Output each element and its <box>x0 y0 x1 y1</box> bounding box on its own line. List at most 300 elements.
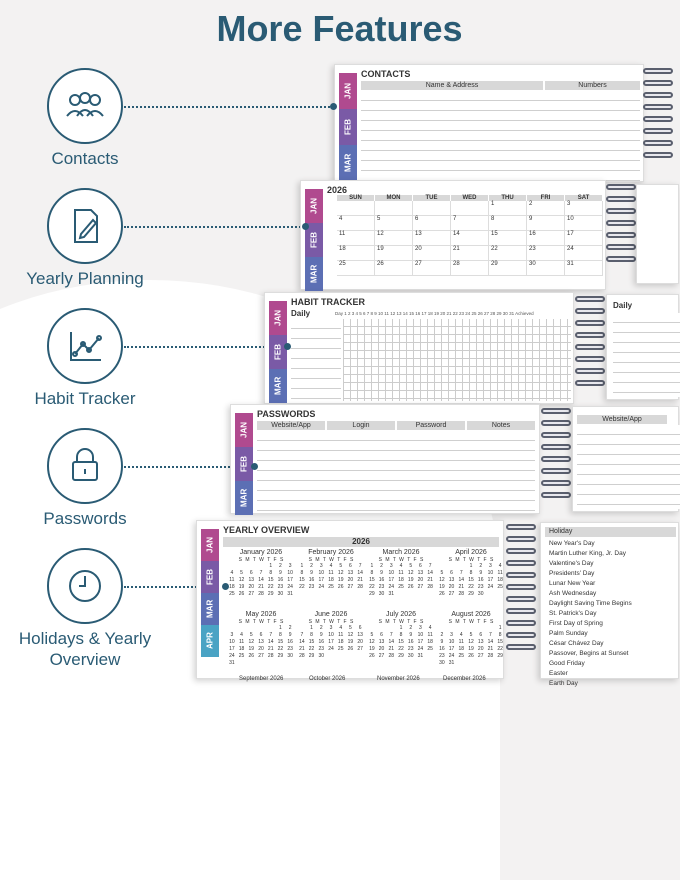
mini-month <box>227 611 295 667</box>
calendar-cell[interactable]: 31 <box>565 261 603 276</box>
connector-line <box>124 106 334 108</box>
mini-month-day: 9 <box>479 570 483 576</box>
bottom-month-oct: October 2026 <box>309 676 346 682</box>
feature-contacts <box>0 68 170 169</box>
mini-month-day: 27 <box>448 591 455 597</box>
mini-month-day: 28 <box>258 591 264 597</box>
mini-month-day: 2 <box>380 563 383 569</box>
mini-month-day: 9 <box>288 632 292 638</box>
mini-month-day: 9 <box>310 570 313 576</box>
mini-month-day: 26 <box>407 584 414 590</box>
mini-month-day: 7 <box>389 632 393 638</box>
connector-dot <box>330 103 337 110</box>
connector-line <box>124 346 284 348</box>
mini-month-day: 24 <box>318 584 325 590</box>
mini-month-day: 19 <box>369 646 375 652</box>
mini-month-day: 5 <box>440 570 444 576</box>
day-header: SAT <box>565 195 603 201</box>
mini-month-day: 27 <box>378 653 385 659</box>
mini-month-day: 3 <box>419 625 422 631</box>
mini-month-day: 11 <box>229 577 235 583</box>
calendar-cell[interactable] <box>337 201 375 216</box>
mini-month-day: 8 <box>269 570 273 576</box>
calendar-cell[interactable]: 4 <box>337 216 375 231</box>
mini-month-day: 26 <box>439 591 445 597</box>
mini-month-day <box>447 563 457 570</box>
mini-month-day: 6 <box>380 632 383 638</box>
holiday-item: Daylight Saving Time Begins <box>549 600 632 607</box>
calendar-cell[interactable]: 3 <box>565 201 603 216</box>
mini-month-name: August 2026 <box>451 611 491 618</box>
yearly-planning-page <box>300 180 606 290</box>
mini-month-day: 5 <box>409 563 413 569</box>
tab-feb[interactable]: FEB <box>235 447 253 481</box>
mini-month-day: 6 <box>419 563 422 569</box>
mini-month-day <box>437 563 447 570</box>
mini-month-day: 16 <box>318 639 325 645</box>
mini-month-day: 2 <box>479 563 483 569</box>
habit-title: HABIT TRACKER <box>291 297 365 307</box>
holiday-item: Passover, Begins at Sunset <box>549 650 629 657</box>
mini-month-day: 11 <box>427 632 433 638</box>
mini-month-day: 25 <box>427 646 433 652</box>
mini-month-day: 17 <box>328 639 334 645</box>
mini-month-name: May 2026 <box>245 611 277 618</box>
mini-month-day: 20 <box>417 577 424 583</box>
contacts-col-numbers: Numbers <box>545 81 640 90</box>
mini-month-day: 11 <box>238 639 245 645</box>
mini-month-day: 15 <box>299 577 305 583</box>
mini-month-day: 13 <box>477 639 484 645</box>
mini-month-day: 11 <box>328 570 334 576</box>
mini-month-day: 21 <box>258 584 264 590</box>
mini-month-day: 3 <box>288 563 292 569</box>
mini-month-day: 28 <box>357 584 363 590</box>
mini-month-day: 4 <box>428 625 432 631</box>
calendar-cell[interactable]: 23 <box>527 246 565 261</box>
mini-month-day: 22 <box>277 646 284 652</box>
mini-month-day: 28 <box>267 653 274 659</box>
mini-month-day: 13 <box>378 639 385 645</box>
mini-month-day: 14 <box>299 639 305 645</box>
mini-month-weekdays: S M T W T F S <box>378 557 424 563</box>
overview-title: YEARLY OVERVIEW <box>223 525 310 535</box>
mini-month-day: 19 <box>337 577 344 583</box>
mini-month-day: 20 <box>378 646 385 652</box>
mini-month-day: 15 <box>369 577 375 583</box>
mini-month-day: 13 <box>258 639 264 645</box>
calendar-cell[interactable]: 1 <box>489 201 527 216</box>
holiday-item: Lunar New Year <box>549 580 596 587</box>
mini-month-day: 29 <box>267 591 274 597</box>
mini-month-day: 23 <box>287 646 293 652</box>
mini-month-day: 23 <box>378 584 385 590</box>
calendar-cell[interactable] <box>375 201 413 216</box>
mini-month-day: 17 <box>318 577 325 583</box>
mini-month-day: 29 <box>277 653 284 659</box>
mini-month-day: 26 <box>468 653 474 659</box>
mini-month-day: 2 <box>409 625 413 631</box>
tab-mar[interactable]: MAR <box>339 145 357 181</box>
holiday-item: Palm Sunday <box>549 630 588 637</box>
mini-month-day: 25 <box>497 584 503 590</box>
month-tabs <box>305 189 323 291</box>
mini-month-day: 17 <box>417 639 424 645</box>
mini-month-day: 4 <box>329 563 333 569</box>
connector-dot <box>251 463 258 470</box>
mini-month-day: 24 <box>487 584 494 590</box>
mini-month <box>367 549 435 598</box>
mini-month-day: 25 <box>238 653 245 659</box>
calendar-cell[interactable]: 16 <box>527 231 565 246</box>
mini-month-day: 15 <box>497 639 503 645</box>
mini-month-day: 23 <box>477 584 484 590</box>
mini-month-day: 29 <box>468 591 474 597</box>
mini-month-day: 22 <box>468 584 474 590</box>
mini-month-day: 13 <box>248 577 255 583</box>
mini-month-name: February 2026 <box>308 549 354 556</box>
mini-month-day: 4 <box>459 632 463 638</box>
mini-month-day: 25 <box>398 584 404 590</box>
day-header: MON <box>375 195 413 201</box>
calendar-cell[interactable]: 9 <box>527 216 565 231</box>
mini-month-weekdays: S M T W T F S <box>378 619 424 625</box>
line-chart-icon <box>47 308 123 384</box>
calendar-cell[interactable]: 12 <box>375 231 413 246</box>
feature-passwords <box>0 428 170 529</box>
mini-month-day: 16 <box>287 639 293 645</box>
passwords-title: PASSWORDS <box>257 409 316 419</box>
mini-month-day: 3 <box>450 632 453 638</box>
mini-month-day: 21 <box>299 646 305 652</box>
mini-month-day: 7 <box>300 632 304 638</box>
mini-month-day: 25 <box>458 653 465 659</box>
yearly-calendar <box>337 195 603 276</box>
mini-month-day <box>447 625 457 632</box>
calendar-cell[interactable]: 2 <box>527 201 565 216</box>
mini-month-day: 30 <box>378 591 385 597</box>
mini-month-day: 1 <box>279 625 282 631</box>
mini-month-day: 2 <box>440 632 444 638</box>
mini-month-day: 10 <box>328 632 334 638</box>
feature-habit-tracker <box>0 308 170 409</box>
tab-feb[interactable]: FEB <box>269 335 287 369</box>
mini-month-day: 4 <box>240 632 243 638</box>
mini-month-day: 23 <box>407 646 414 652</box>
mini-month-day: 21 <box>458 584 465 590</box>
calendar-cell[interactable]: 5 <box>375 216 413 231</box>
mini-month-day: 8 <box>370 570 374 576</box>
calendar-cell[interactable]: 7 <box>451 216 489 231</box>
feature-label: Yearly Planning <box>26 269 144 288</box>
calendar-cell[interactable]: 11 <box>337 231 375 246</box>
document-pencil-icon <box>47 188 123 264</box>
mini-month-day: 4 <box>399 563 403 569</box>
mini-month-day: 17 <box>487 577 494 583</box>
mini-month-day: 21 <box>388 646 395 652</box>
tab-jan[interactable]: JAN <box>269 301 287 335</box>
mini-month-day: 7 <box>459 570 463 576</box>
calendar-cell[interactable]: 30 <box>527 261 565 276</box>
mini-month-day: 17 <box>448 646 455 652</box>
mini-month-day: 15 <box>308 639 315 645</box>
mini-month-day: 26 <box>369 653 375 659</box>
contacts-title: CONTACTS <box>361 69 411 79</box>
calendar-cell[interactable]: 14 <box>451 231 489 246</box>
tab-feb[interactable]: FEB <box>305 223 323 257</box>
tab-jan[interactable]: JAN <box>201 529 219 561</box>
passwords-right-page <box>572 406 679 512</box>
mini-month-name: June 2026 <box>314 611 348 618</box>
day-header: WED <box>451 195 489 201</box>
mini-month-day: 6 <box>259 632 263 638</box>
mini-month-day: 28 <box>427 584 433 590</box>
spiral-binding <box>643 68 673 158</box>
mini-month-day: 11 <box>338 632 344 638</box>
mini-month-day: 29 <box>497 653 503 659</box>
habit-daily-label: Daily <box>291 309 311 318</box>
mini-month-day: 27 <box>248 591 255 597</box>
calendar-cell[interactable]: 20 <box>413 246 451 261</box>
mini-month-day: 9 <box>319 632 323 638</box>
month-tabs <box>269 301 287 403</box>
mini-month-day: 29 <box>369 591 375 597</box>
calendar-cell[interactable]: 15 <box>489 231 527 246</box>
mini-month-day: 14 <box>258 577 264 583</box>
mini-month-name: April 2026 <box>455 549 487 556</box>
mini-month-day: 23 <box>308 584 315 590</box>
calendar-cell[interactable]: 26 <box>375 261 413 276</box>
mini-month-day: 6 <box>249 570 253 576</box>
tab-apr[interactable]: APR <box>201 625 219 657</box>
mini-month-day <box>227 563 237 570</box>
mini-month-day: 8 <box>498 632 502 638</box>
day-header: TUE <box>413 195 451 201</box>
contacts-col-name: Name & Address <box>361 81 543 90</box>
mini-month-day: 26 <box>337 584 344 590</box>
mini-month-day: 27 <box>357 646 363 652</box>
mini-month-day: 17 <box>388 577 395 583</box>
tab-jan[interactable]: JAN <box>339 73 357 109</box>
mini-month-day: 14 <box>267 639 274 645</box>
mini-month-day: 18 <box>328 577 334 583</box>
mini-month-day: 21 <box>427 577 433 583</box>
mini-month-day: 5 <box>469 632 473 638</box>
mini-month-day: 24 <box>388 584 395 590</box>
mini-month-day: 1 <box>370 563 374 569</box>
holiday-item: Ash Wednesday <box>549 590 597 597</box>
spiral-binding <box>506 524 536 650</box>
mini-month-day: 16 <box>439 646 445 652</box>
mini-month-day: 10 <box>388 570 395 576</box>
mini-month-day: 3 <box>319 563 323 569</box>
mini-month-day: 16 <box>378 577 385 583</box>
mini-month-day <box>367 625 377 632</box>
mini-month-day: 31 <box>388 591 395 597</box>
contacts-page <box>334 64 644 182</box>
mini-month-day: 21 <box>267 646 274 652</box>
mini-month-day <box>386 625 396 632</box>
overview-year: 2026 <box>223 537 499 547</box>
habit-right-daily: Daily <box>613 301 633 310</box>
habit-right-rows <box>613 313 680 397</box>
calendar-cell[interactable]: 24 <box>565 246 603 261</box>
mini-month-day: 8 <box>300 570 304 576</box>
connector-dot <box>302 223 309 230</box>
connector-line <box>124 226 304 228</box>
mini-month-day: 6 <box>479 632 483 638</box>
passwords-right-rows <box>577 425 680 509</box>
spiral-binding <box>541 408 571 498</box>
mini-month-day: 1 <box>399 625 403 631</box>
mini-month-day: 9 <box>409 632 413 638</box>
passwords-col-website: Website/App <box>257 421 325 430</box>
mini-month-day: 30 <box>318 653 325 659</box>
mini-month-day: 4 <box>498 563 502 569</box>
mini-month-day: 20 <box>347 577 354 583</box>
mini-month-day: 9 <box>279 570 282 576</box>
mini-month-day: 2 <box>319 625 323 631</box>
passwords-col-password: Password <box>397 421 465 430</box>
mini-month-day: 12 <box>468 639 474 645</box>
mini-month-day: 21 <box>487 646 494 652</box>
mini-month-day: 30 <box>277 591 284 597</box>
tab-feb[interactable]: FEB <box>201 561 219 593</box>
mini-month-day: 29 <box>308 653 315 659</box>
mini-month-name: March 2026 <box>382 549 420 556</box>
mini-month-day: 3 <box>389 563 393 569</box>
tab-jan[interactable]: JAN <box>235 413 253 447</box>
tab-mar[interactable]: MAR <box>269 369 287 403</box>
feature-label: Contacts <box>51 149 119 168</box>
mini-month-day: 3 <box>329 625 333 631</box>
mini-month-day: 6 <box>450 570 453 576</box>
mini-month-day: 29 <box>398 653 404 659</box>
feature-label: Habit Tracker <box>34 389 136 408</box>
mini-month-day: 30 <box>439 660 445 666</box>
calendar-cell[interactable]: 19 <box>375 246 413 261</box>
mini-month-day: 26 <box>248 653 255 659</box>
tab-mar[interactable]: MAR <box>235 481 253 515</box>
mini-month-day: 14 <box>458 577 465 583</box>
mini-month-day: 14 <box>427 570 433 576</box>
passwords-right-col: Website/App <box>577 415 667 424</box>
mini-month-day <box>456 625 466 632</box>
mini-month-day: 22 <box>308 646 315 652</box>
mini-month-day: 24 <box>417 646 424 652</box>
calendar-cell[interactable]: 8 <box>489 216 527 231</box>
mini-month-day: 15 <box>398 639 404 645</box>
mini-month-day <box>237 563 247 570</box>
mini-month-day: 10 <box>417 632 424 638</box>
mini-month-name: January 2026 <box>239 549 283 556</box>
calendar-cell[interactable]: 27 <box>413 261 451 276</box>
mini-month-day: 4 <box>339 625 343 631</box>
calendar-cell[interactable]: 22 <box>489 246 527 261</box>
mini-month-day: 31 <box>448 660 455 666</box>
mini-month-day: 19 <box>407 577 414 583</box>
mini-month-day: 12 <box>407 570 414 576</box>
mini-month-day: 22 <box>267 584 274 590</box>
mini-month-day: 24 <box>448 653 455 659</box>
feature-label: Holidays & Yearly Overview <box>18 629 152 669</box>
mini-month-day: 12 <box>248 639 255 645</box>
calendar-cell[interactable]: 6 <box>413 216 451 231</box>
mini-month-day: 7 <box>489 632 492 638</box>
calendar-cell[interactable]: 21 <box>451 246 489 261</box>
mini-month-day: 31 <box>229 660 235 666</box>
mini-month-day <box>456 563 466 570</box>
connector-dot <box>284 343 291 350</box>
mini-month-day: 19 <box>468 646 474 652</box>
habit-tracker-page <box>264 292 574 404</box>
mini-month-day: 18 <box>229 584 235 590</box>
padlock-icon <box>47 428 123 504</box>
mini-month-day: 21 <box>357 577 363 583</box>
mini-month-day: 14 <box>487 639 494 645</box>
calendar-cell[interactable] <box>413 201 451 216</box>
month-tabs <box>201 529 219 657</box>
mini-month-day: 9 <box>440 639 444 645</box>
habit-name-rows <box>291 319 341 401</box>
tab-feb[interactable]: FEB <box>339 109 357 145</box>
calendar-cell[interactable] <box>451 201 489 216</box>
mini-month-day: 16 <box>277 577 284 583</box>
spiral-binding <box>575 296 605 386</box>
passwords-col-login: Login <box>327 421 395 430</box>
calendar-cell[interactable]: 17 <box>565 231 603 246</box>
mini-month-day: 2 <box>279 563 282 569</box>
mini-month-day: 13 <box>448 577 455 583</box>
day-header: FRI <box>527 195 565 201</box>
mini-month-day <box>466 625 476 632</box>
calendar-cell[interactable]: 10 <box>565 216 603 231</box>
mini-month-day: 11 <box>458 639 464 645</box>
mini-month-day: 3 <box>230 632 234 638</box>
calendar-cell[interactable]: 25 <box>337 261 375 276</box>
mini-month-weekdays: S M T W T F S <box>308 619 354 625</box>
tab-mar[interactable]: MAR <box>305 257 323 291</box>
mini-month-day: 30 <box>477 591 484 597</box>
calendar-cell[interactable]: 29 <box>489 261 527 276</box>
feature-label: Passwords <box>43 509 127 528</box>
page-title: More Features <box>216 8 463 49</box>
mini-month-day: 5 <box>249 632 253 638</box>
mini-month-day: 16 <box>308 577 315 583</box>
mini-month-day: 13 <box>347 570 354 576</box>
calendar-cell[interactable]: 13 <box>413 231 451 246</box>
holiday-item: Earth Day <box>549 680 578 687</box>
tab-jan[interactable]: JAN <box>305 189 323 223</box>
mini-month-day: 7 <box>269 632 273 638</box>
passwords-page <box>230 404 540 514</box>
tab-mar[interactable]: MAR <box>201 593 219 625</box>
mini-month-day: 8 <box>279 632 282 638</box>
calendar-cell[interactable]: 28 <box>451 261 489 276</box>
mini-month <box>297 549 365 591</box>
mini-month <box>297 611 365 660</box>
mini-month-day: 20 <box>477 646 484 652</box>
mini-month-weekdays: S M T W T F S <box>448 557 494 563</box>
mini-month-day <box>256 563 266 570</box>
mini-month-day: 10 <box>229 639 235 645</box>
mini-month-day: 25 <box>328 584 334 590</box>
spiral-binding <box>606 184 636 262</box>
contacts-rows <box>361 91 640 181</box>
mini-month-day: 5 <box>240 570 243 576</box>
calendar-cell[interactable]: 18 <box>337 246 375 261</box>
mini-month-day <box>437 625 447 632</box>
